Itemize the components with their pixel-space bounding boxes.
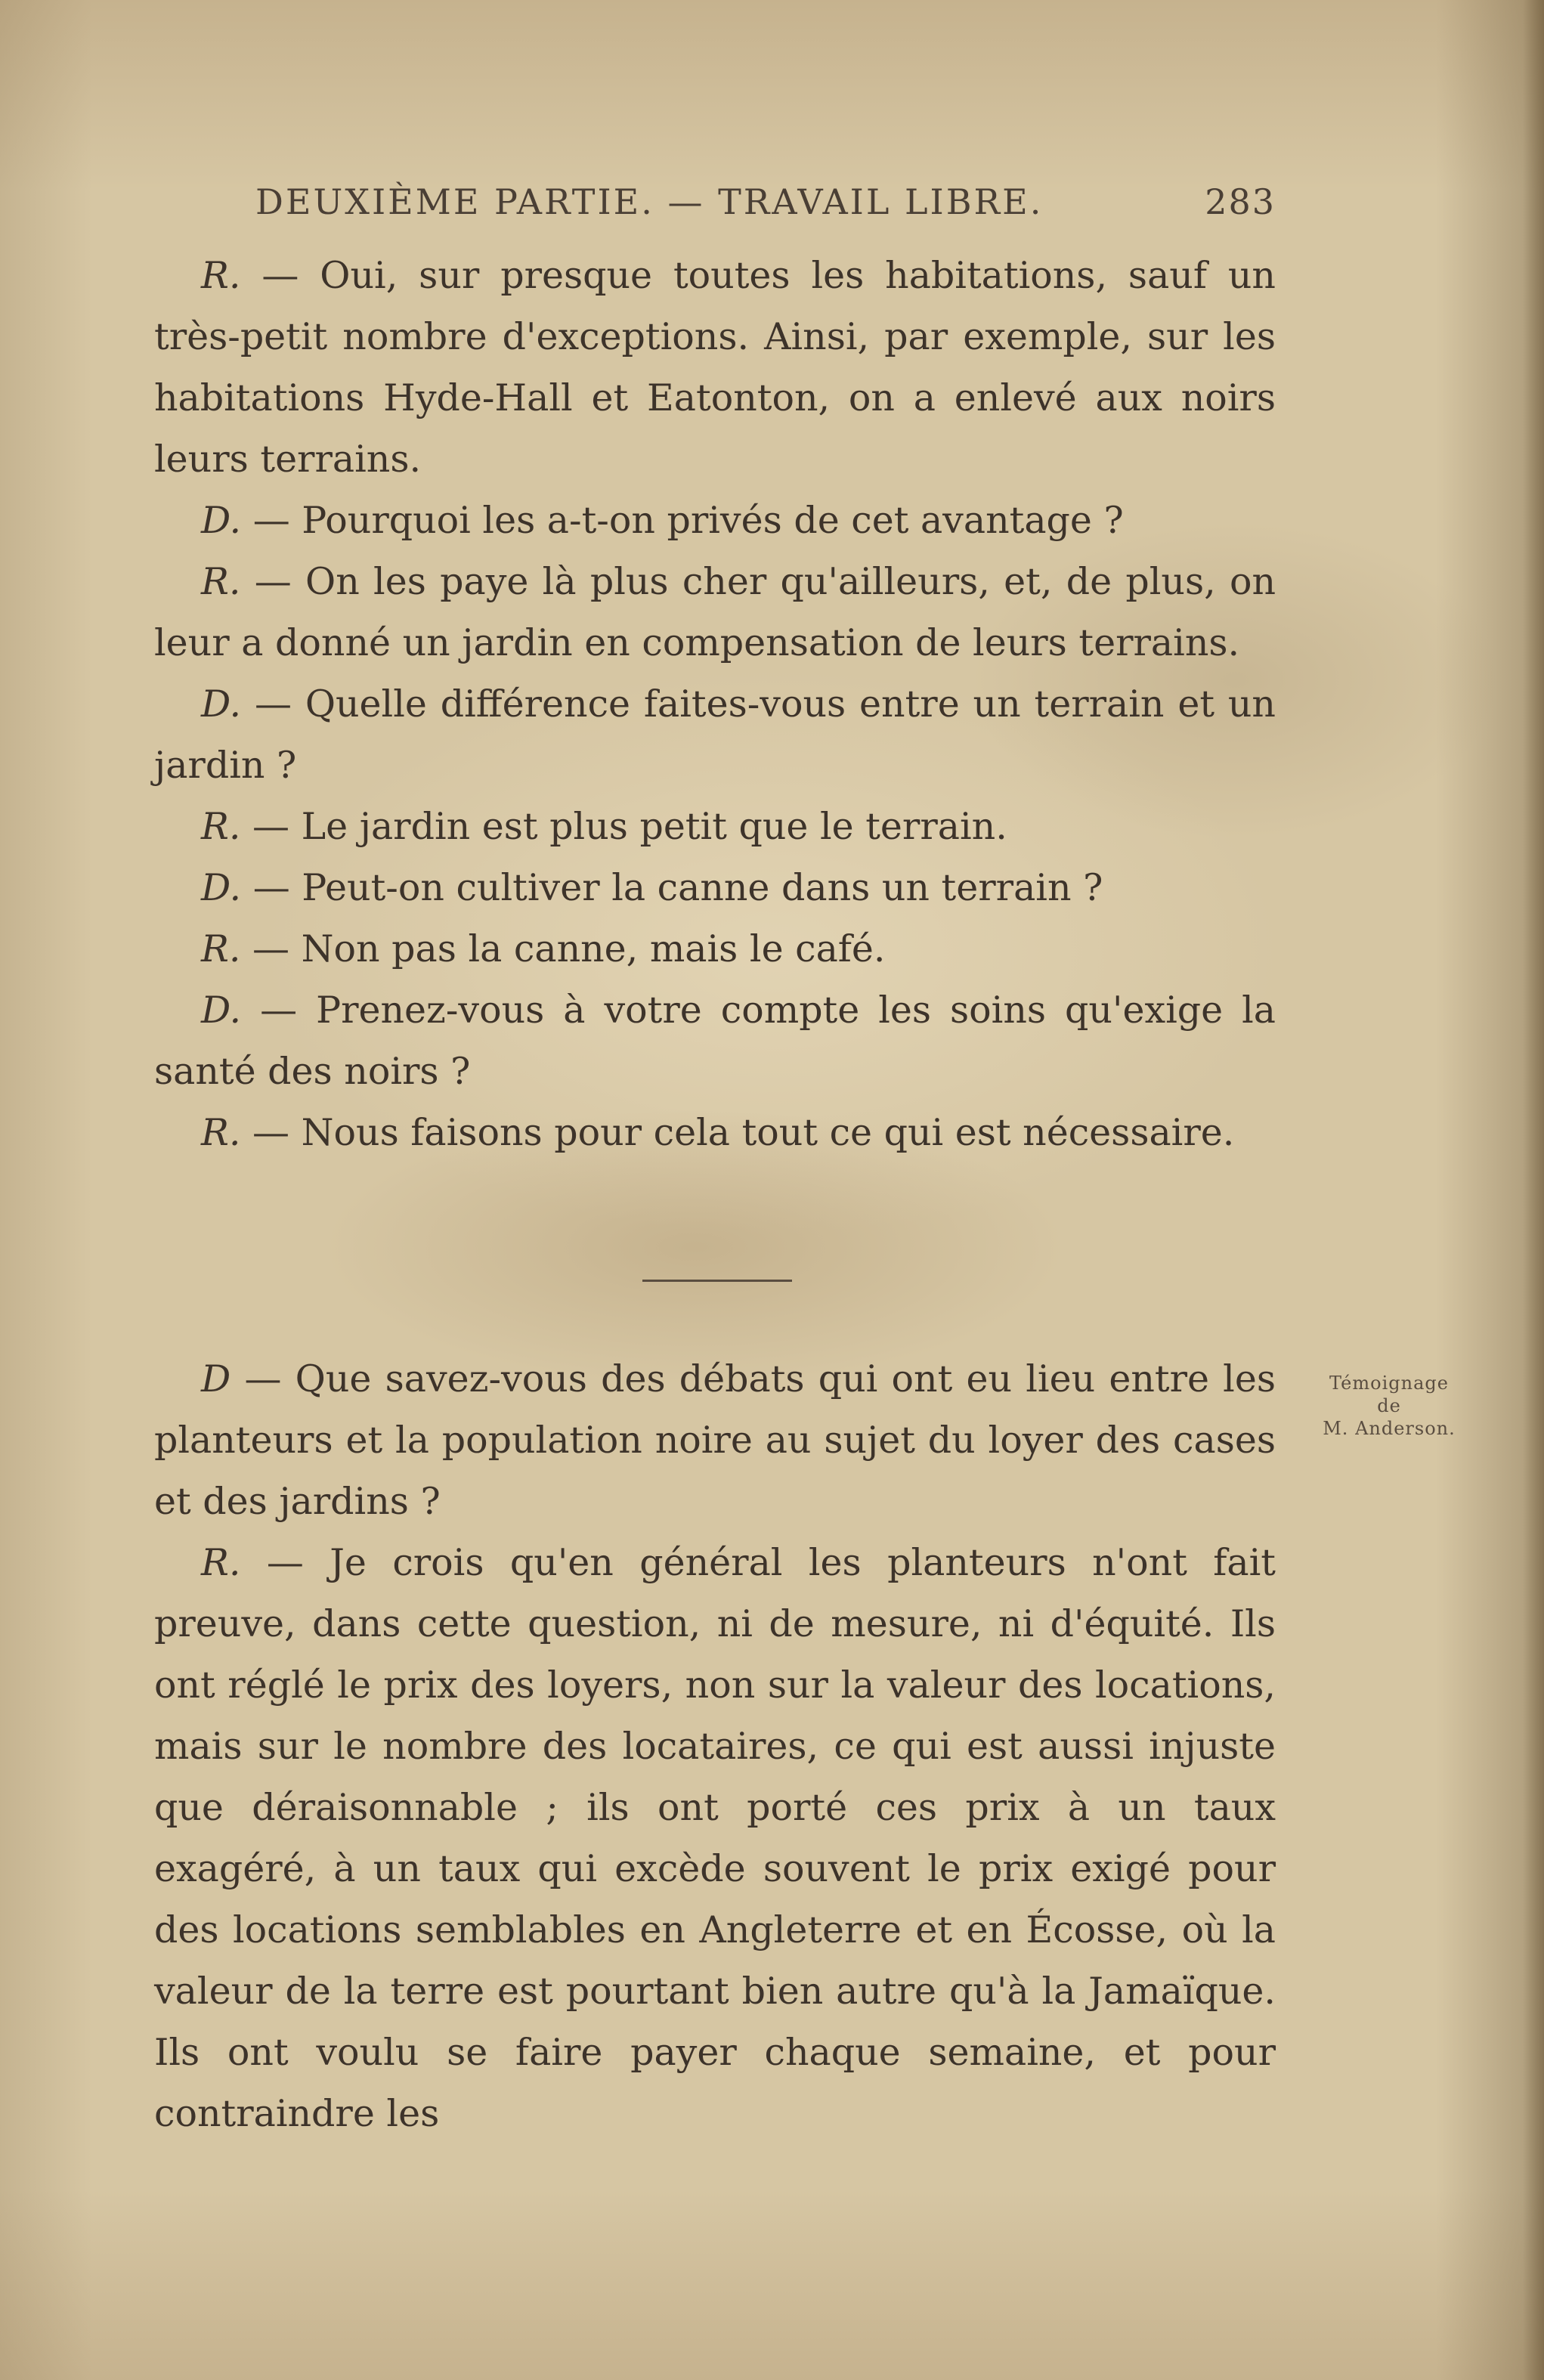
running-head bbox=[255, 181, 1276, 227]
speaker-label: R. bbox=[201, 1111, 241, 1154]
paragraph-text: — Peut-on cultiver la canne dans un terrain ? bbox=[241, 866, 1103, 909]
speaker-label: D. bbox=[201, 682, 242, 726]
margin-note-line: de bbox=[1377, 1395, 1401, 1416]
speaker-label: R. bbox=[201, 805, 241, 848]
section-divider bbox=[642, 1280, 792, 1282]
margin-note-line: M. Anderson. bbox=[1323, 1418, 1456, 1439]
dialogue-paragraph bbox=[154, 490, 1276, 551]
paragraph-text: — Quelle différence faites-vous entre un terrain et un jardin ? bbox=[154, 682, 1276, 787]
margin-note-line: Témoignage bbox=[1329, 1373, 1449, 1394]
paragraph-text: — Prenez-vous à votre compte les soins qu'exige la santé des noirs ? bbox=[154, 989, 1276, 1093]
page-number: 283 bbox=[1205, 181, 1276, 222]
paragraph-text: — Non pas la canne, mais le café. bbox=[240, 927, 886, 970]
paragraph-text: — On les paye là plus cher qu'ailleurs, et, de plus, on leur a donné un jardin en compensation de leurs terrains. bbox=[154, 560, 1276, 664]
paragraph-text: — Que savez-vous des débats qui ont eu lieu entre les planteurs et la population noire au sujet du loyer des cases et des jardins ? bbox=[154, 1357, 1276, 1523]
paragraph-text: — Pourquoi les a-t-on privés de cet avantage ? bbox=[241, 499, 1124, 542]
dialogue-paragraph bbox=[154, 796, 1276, 857]
dialogue-paragraph bbox=[154, 1102, 1276, 1163]
speaker-label: R. bbox=[201, 1541, 241, 1584]
speaker-label: R. bbox=[201, 927, 241, 970]
dialogue-paragraph bbox=[154, 551, 1276, 673]
dialogue-paragraph bbox=[154, 980, 1276, 1102]
speaker-label: R. bbox=[201, 560, 241, 603]
paragraph-text: — Nous faisons pour cela tout ce qui est nécessaire. bbox=[240, 1111, 1235, 1154]
dialogue-paragraph bbox=[154, 1348, 1276, 1532]
speaker-label: D. bbox=[201, 499, 242, 542]
dialogue-section-two bbox=[154, 1348, 1276, 2144]
page-edge-shadow bbox=[1523, 0, 1544, 2380]
paragraph-text: — Oui, sur presque toutes les habitations, sauf un très-petit nombre d'exceptions. Ainsi, par exemple, sur les habitations Hyde-Hall et Eatonton, on a enlevé aux noirs leurs terrains. bbox=[154, 254, 1276, 481]
speaker-label: D bbox=[201, 1357, 231, 1400]
speaker-label: D. bbox=[201, 989, 242, 1032]
dialogue-paragraph bbox=[154, 673, 1276, 796]
speaker-label: R. bbox=[201, 254, 241, 297]
dialogue-paragraph bbox=[154, 857, 1276, 918]
margin-note bbox=[1298, 1372, 1480, 1440]
dialogue-section-one bbox=[154, 245, 1276, 1163]
running-head-title: DEUXIÈME PARTIE. — TRAVAIL LIBRE. bbox=[255, 181, 1044, 222]
dialogue-paragraph bbox=[154, 1532, 1276, 2144]
paragraph-text: — Je crois qu'en général les planteurs n'ont fait preuve, dans cette question, ni de mesure, ni d'équité. Ils ont réglé le prix des loyers, non sur la valeur des locations, mais sur le nombre des locataires, ce qui est aussi injuste que déraisonnable ; ils ont porté ces prix à un taux exagéré, à un taux qui excède souvent le prix exigé pour des locations semblables en Angleterre et en Écosse, où la valeur de la terre est pourtant bien autre qu'à la Jamaïque. Ils ont voulu se faire payer chaque semaine, et pour contraindre les bbox=[154, 1541, 1276, 2135]
dialogue-paragraph bbox=[154, 245, 1276, 490]
paragraph-text: — Le jardin est plus petit que le terrain. bbox=[240, 805, 1007, 848]
dialogue-paragraph bbox=[154, 918, 1276, 980]
speaker-label: D. bbox=[201, 866, 242, 909]
